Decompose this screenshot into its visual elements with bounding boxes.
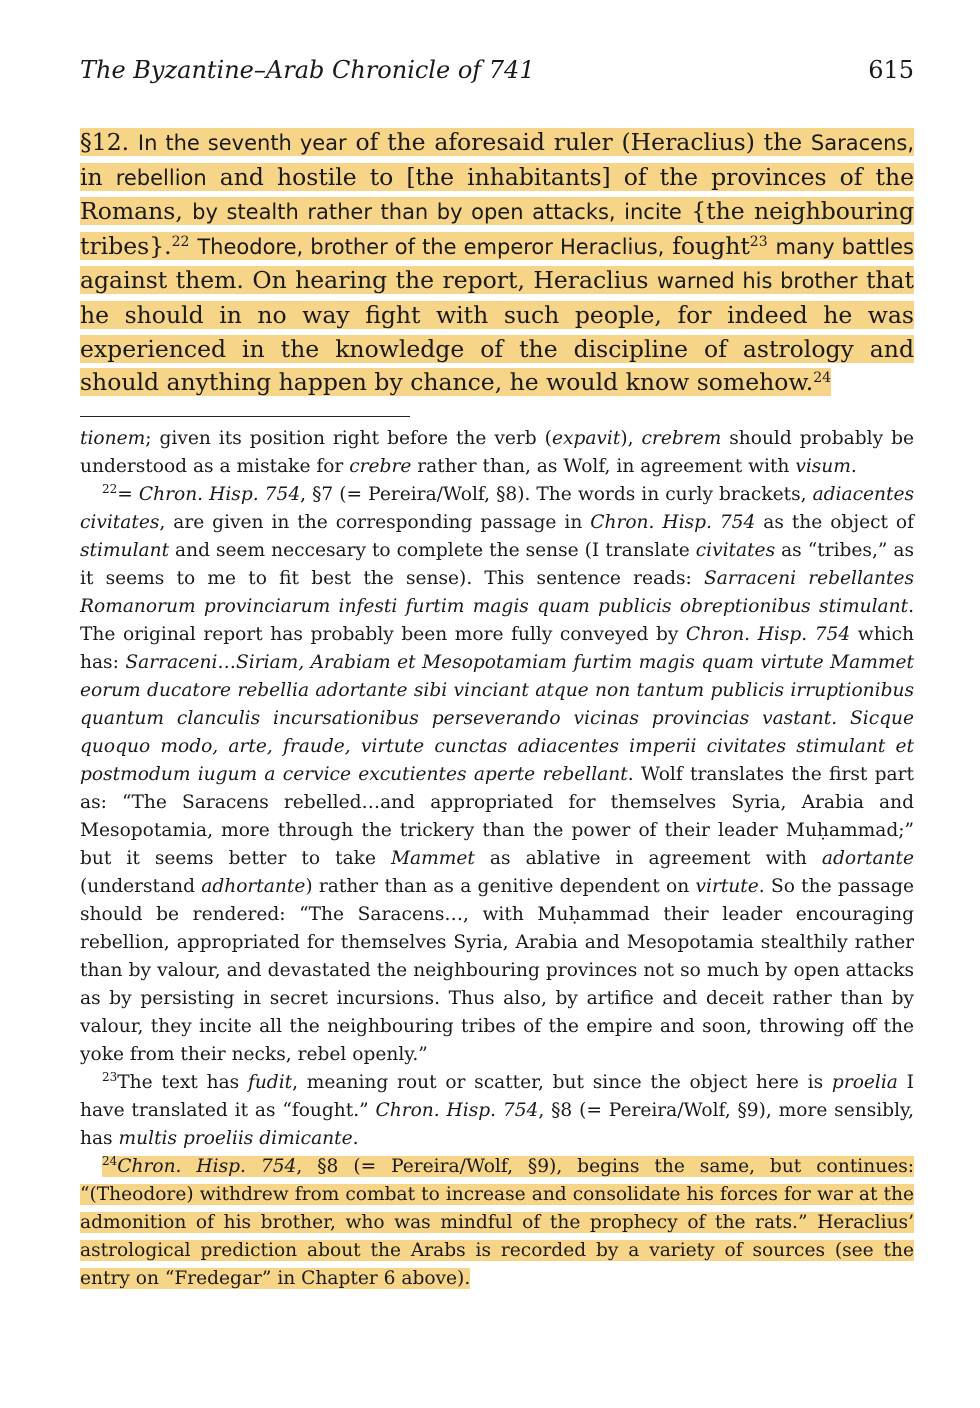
text-run: , §8 (= Pereira/Wolf, §9), begins the same, but continues: “(Theodore) withdrew from combat to increase and consolidate his forces for war at the admonition of his brother, who was mindful of the prophecy of the rats.” Heraclius’ astrological prediction about the Arabs is recorded by a variety of sources (see the entry on “Fredegar” in Chapter 6 above). [80,1156,914,1289]
text-run: that he should in no way fight with such people, for indeed he was experienced in the knowledge of the discipline of astrology and should anything happen by chance, he would know somehow. [80,266,914,397]
citation: Chron. Hisp. 754 [117,1156,297,1177]
text-run: , are given in the corresponding passage in [159,512,591,533]
text-run: which has: [80,624,915,673]
page-number: 615 [868,56,914,84]
highlighted-passage [80,128,914,396]
latin-term: crebre [349,456,412,477]
running-title: The Byzantine–Arab Chronicle of 741 [80,56,535,84]
latin-term: adortante [821,848,914,869]
text-run: ; given its position right before the verb ( [145,428,552,449]
text-run: as the object of [755,512,914,533]
latin-term: proelia [831,1072,898,1093]
text-run: , meaning rout or scatter, but since the object here is [292,1072,832,1093]
text-run: . Wolf translates the first part as: “The Saracens rebelled…and appropriated for themselves Syria, Arabia and Mesopotamia, more through the trickery than the power of their leader Muḥammad;” but it seems better to take [80,764,915,869]
latin-term: adiacentes civitates [80,484,914,533]
latin-term: virtute [695,876,759,897]
latin-term: visum [795,456,851,477]
text-run: fought [664,231,750,260]
section-number: §12. [80,128,138,156]
latin-quote: Sarraceni…Siriam, Arabiam et Mesopotamiam furtim magis quam virtute Mammet eorum ducatore rebellia adortante sibi vinciant atque non tantum publicis irruptionibus quantum clanculis incursationibus perseverando vicinas provincias vastant. Sicque quoquo modo, arte, fraude, virtute cunctas adiacentes imperii civitates stimulant et postmodum iugum a cervice excutientes aperte rebellant [80,652,914,785]
keyword-warned-brother: warned his brother [656,269,858,294]
latin-quote: Sarraceni rebellantes Romanorum provinciarum infesti furtim magis quam publicis obreptionibus stimulant [80,568,914,617]
keyword-saracens: Saracens, [810,131,914,155]
latin-term: tionem [80,428,146,449]
text-run: . [850,456,857,477]
latin-term: expavit [551,428,621,449]
text-run: and seem neccesary to complete the sense (I translate [169,540,696,561]
text-run: {the neighbouring tribes}. [80,197,914,260]
text-run: (understand [80,876,202,897]
text-run: ), [620,428,642,449]
latin-term: civitates [695,540,776,561]
footnote-ref-22[interactable]: 22 [171,233,190,250]
citation: Chron. Hisp. 754 [590,512,756,533]
text-run: , §7 (= Pereira/Wolf, §8). The words in curly brackets, [300,484,813,505]
keyword-theodore: Theodore, brother of the emperor Heraclius, [197,234,665,259]
footnotes [80,425,914,1293]
text-run: = [117,484,139,505]
citation: Chron. Hisp. 754 [138,484,301,505]
text-run: should probably be understood as a mistake for [80,428,914,477]
latin-term: Mammet [391,848,475,869]
footnote-number: 23 [102,1070,118,1084]
text-run: ) rather than as a genitive dependent on [305,876,696,897]
keyword-rebellion: rebellion [115,165,207,190]
citation: Chron. Hisp. 754 [685,624,851,645]
footnote-23 [80,1069,914,1153]
text-run: as ablative in agreement with [474,848,822,869]
keyword-seventh-year: In the seventh year [137,131,347,155]
footnote-24 [80,1153,914,1293]
footnote-ref-23[interactable]: 23 [749,233,768,250]
latin-term: crebrem [641,428,722,449]
text-run: , §8 (= Pereira/Wolf, §9), more sensibly, has [80,1100,914,1149]
paragraph-12 [80,126,914,400]
text-run: The text has [117,1072,248,1093]
page-header [80,56,914,90]
citation: Chron. Hisp. 754 [375,1100,539,1121]
footnote-divider [80,416,410,417]
text-run: in [80,162,116,191]
latin-term: fudit [247,1072,293,1093]
footnote-22 [80,481,914,1069]
text-run: . So the passage should be rendered: “The Saracens…, with Muḥammad their leader encouraging rebellion, appropriated for themselves Syria, Arabia and Mesopotamia stealthily rather than by valour, and devastated the neighbouring provinces not so much by open attacks as by persisting in secret incursions. Thus also, by artifice and deceit rather than by valour, they incite all the neighbouring tribes of the empire and soon, throwing off the yoke from their necks, rebel openly.” [80,876,914,1065]
text-run: . [352,1128,359,1149]
keyword-stealth: by stealth rather than by open attacks, incite [192,200,682,225]
text-run: against them. On hearing the report, Heraclius [80,266,657,295]
text-run: as “tribes,” as it seems to me to fit best the sense). This sentence reads: [80,540,914,589]
latin-term: multis proeliis dimicante [118,1128,353,1149]
latin-term: adhortante [201,876,306,897]
text-run: I have translated it as “fought.” [80,1072,914,1121]
text-run: and hostile to [the inhabitants] of the provinces of the Romans, [80,162,915,226]
latin-term: stimulant [80,540,170,561]
text-run: of the aforesaid ruler (Heraclius) the [346,128,811,156]
footnote-number: 24 [102,1154,118,1168]
highlighted-footnote [80,1156,914,1289]
text-run [768,232,776,260]
footnote-continuation [80,425,914,481]
text-run: . The original report has probably been more fully conveyed by [80,596,914,645]
keyword-many-battles: many battles [775,234,914,259]
text-run: rather than, as Wolf, in agreement with [411,456,796,477]
footnote-ref-24[interactable]: 24 [813,370,832,387]
footnote-number: 22 [102,482,118,496]
